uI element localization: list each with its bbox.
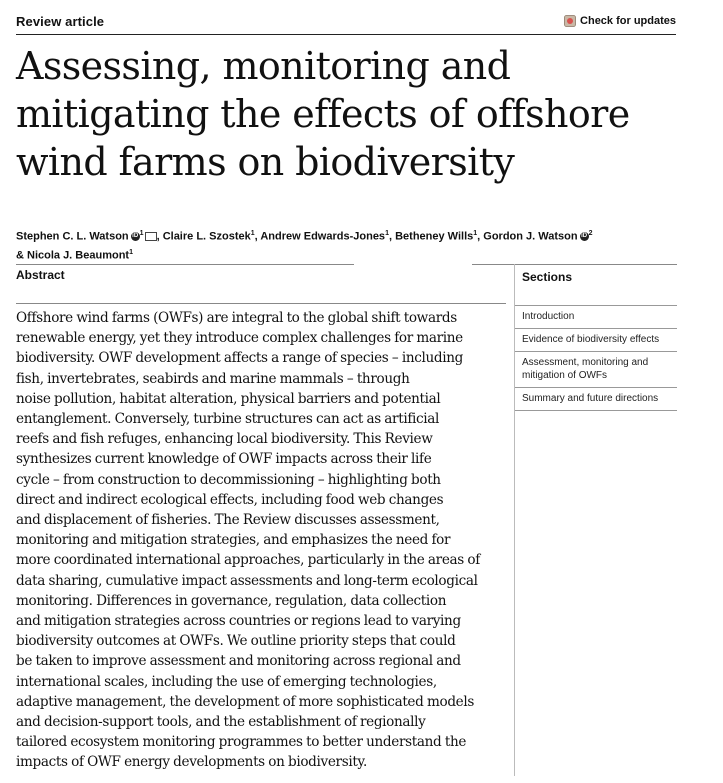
title-line: wind farms on biodiversity bbox=[16, 140, 515, 184]
section-link-summary[interactable]: Summary and future directions bbox=[515, 387, 677, 411]
orcid-icon[interactable]: iD bbox=[132, 233, 139, 240]
abstract-line: entanglement. Conversely, turbine structures can act as artificial bbox=[16, 411, 440, 428]
author-ampersand: & bbox=[16, 249, 27, 262]
abstract-line: international scales, including the use of emerging technologies, bbox=[16, 673, 437, 690]
abstract-line: more coordinated international approaches, particularly in the areas of bbox=[16, 552, 480, 569]
author-name[interactable]: Gordon J. Watson bbox=[483, 230, 578, 243]
abstract-line: cycle – from construction to decommissioning – highlighting both bbox=[16, 471, 441, 488]
section-link-evidence[interactable]: Evidence of biodiversity effects bbox=[515, 328, 677, 351]
check-for-updates-label: Check for updates bbox=[580, 15, 676, 27]
affiliation-number: 1 bbox=[129, 248, 133, 256]
title-line: Assessing, monitoring and bbox=[16, 44, 511, 88]
abstract-heading: Abstract bbox=[16, 268, 65, 282]
author-name[interactable]: Stephen C. L. Watson bbox=[16, 230, 129, 243]
divider bbox=[515, 264, 677, 265]
abstract-line: monitoring and mitigation strategies, and emphasizes the need for bbox=[16, 532, 451, 549]
affiliation-number: 2 bbox=[588, 230, 593, 237]
article-type: Review article bbox=[16, 14, 105, 29]
check-for-updates-button[interactable] bbox=[564, 15, 676, 27]
affiliation-number: 1 bbox=[385, 230, 389, 237]
abstract-line: noise pollution, habitat alteration, physical barriers and potential bbox=[16, 390, 441, 407]
author-name[interactable]: Andrew Edwards-Jones bbox=[260, 230, 386, 243]
article-title bbox=[16, 42, 686, 186]
author-line-1: Stephen C. L. Watson iD $^1$ , Claire L. Szostek$^1$, Andrew Edwards-Jones$^1$, Betheney Wills$^1$, Gordon J. Watson iD $^2$ bbox=[16, 230, 593, 243]
sections-panel bbox=[514, 264, 677, 776]
abstract-line: adaptive management, the development of more sophisticated models bbox=[16, 693, 474, 710]
abstract-line: biodiversity outcomes at OWFs. We outline priority steps that could bbox=[16, 633, 456, 650]
abstract-body bbox=[16, 308, 516, 773]
abstract-line: and displacement of fisheries. The Review discusses assessment, bbox=[16, 512, 440, 529]
abstract-line: synthesizes current knowledge of OWF impacts across their life bbox=[16, 451, 432, 468]
author-name[interactable]: Nicola J. Beaumont bbox=[27, 249, 130, 262]
title-line: mitigating the effects of offshore bbox=[16, 92, 630, 136]
sections-heading: Sections bbox=[522, 270, 573, 284]
author-name[interactable]: Betheney Wills bbox=[395, 230, 474, 243]
abstract-line: monitoring. Differences in governance, regulation, data collection bbox=[16, 592, 447, 609]
abstract-line: and decision-support tools, and the establishment of regionally bbox=[16, 714, 426, 731]
check-for-updates-icon bbox=[564, 15, 576, 27]
divider bbox=[16, 303, 506, 304]
abstract-line: and mitigation strategies across countries or regions lead to varying bbox=[16, 613, 461, 630]
email-icon[interactable] bbox=[145, 232, 157, 241]
author-line-2 bbox=[16, 245, 656, 264]
abstract-line: be taken to improve assessment and monitoring across regional and bbox=[16, 653, 461, 670]
divider bbox=[16, 264, 354, 265]
abstract-line: fish, invertebrates, seabirds and marine mammals – through bbox=[16, 370, 410, 387]
abstract-line: data sharing, cumulative impact assessments and long-term ecological bbox=[16, 572, 478, 589]
affiliation-number: 1 bbox=[473, 230, 478, 237]
abstract-line: reefs and fish refuges, enhancing local biodiversity. This Review bbox=[16, 431, 433, 448]
affiliation-number: 1 bbox=[250, 230, 255, 237]
orcid-icon[interactable]: iD bbox=[581, 233, 588, 240]
abstract-line: impacts of OWF energy developments on biodiversity. bbox=[16, 754, 367, 771]
author-list bbox=[16, 226, 656, 263]
abstract-line: direct and indirect ecological effects, including food web changes bbox=[16, 491, 444, 508]
top-bar bbox=[16, 12, 676, 35]
affiliation-number: 1 bbox=[139, 230, 144, 237]
abstract-line: tailored ecosystem monitoring programmes to better understand the bbox=[16, 734, 467, 751]
section-link-assessment[interactable]: Assessment, monitoring and mitigation of OWFs bbox=[515, 351, 677, 387]
sections-list bbox=[515, 305, 677, 411]
author-name[interactable]: Claire L. Szostek bbox=[162, 230, 251, 243]
abstract-line: Offshore wind farms (OWFs) are integral to the global shift towards bbox=[16, 310, 457, 326]
section-link-introduction[interactable]: Introduction bbox=[515, 305, 677, 328]
abstract-line: renewable energy, yet they introduce complex challenges for marine bbox=[16, 330, 463, 347]
abstract-line: biodiversity. OWF development affects a range of species – including bbox=[16, 350, 463, 367]
